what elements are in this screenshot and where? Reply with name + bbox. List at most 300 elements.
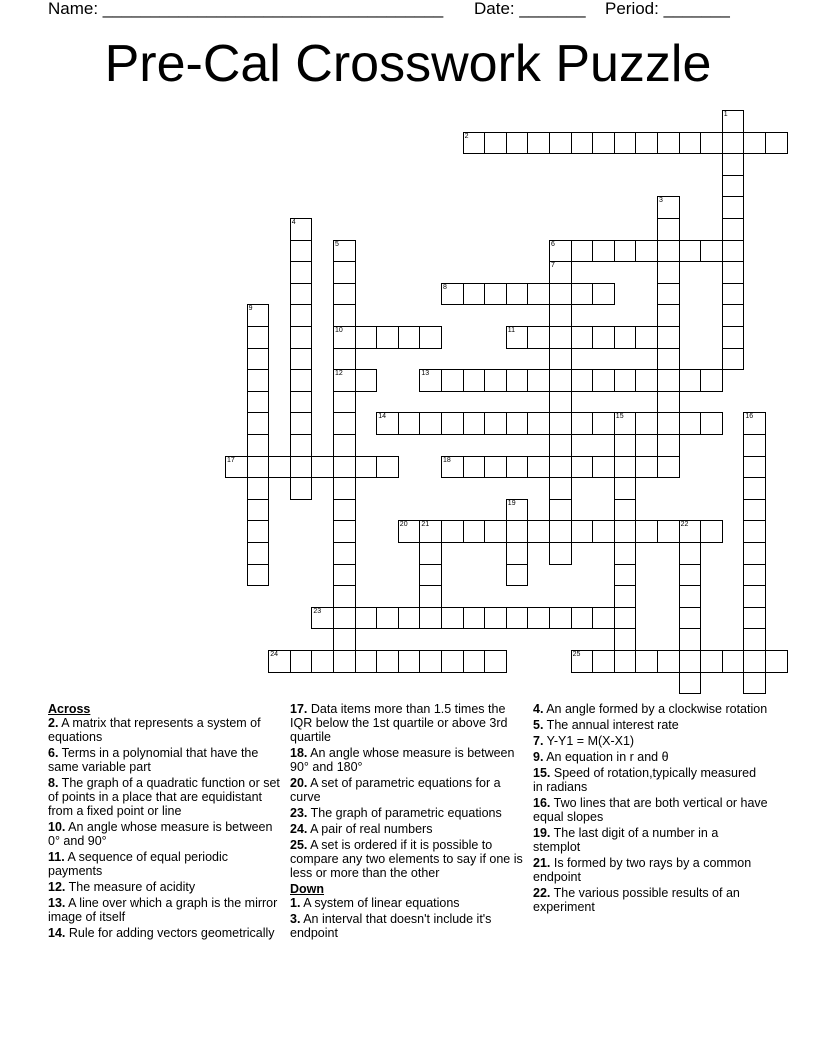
crossword-cell[interactable] bbox=[549, 283, 572, 306]
crossword-cell[interactable] bbox=[549, 542, 572, 565]
crossword-cell[interactable] bbox=[722, 650, 745, 673]
crossword-cell[interactable] bbox=[549, 499, 572, 522]
crossword-cell[interactable] bbox=[376, 456, 399, 479]
crossword-cell[interactable] bbox=[700, 520, 723, 543]
clue-text: An angle formed by a clockwise rotation bbox=[543, 702, 768, 716]
crossword-cell[interactable] bbox=[549, 348, 572, 371]
crossword-cell[interactable] bbox=[376, 650, 399, 673]
crossword-cell[interactable] bbox=[333, 520, 356, 543]
crossword-cell[interactable] bbox=[419, 520, 442, 543]
crossword-cell[interactable] bbox=[743, 650, 766, 673]
clue-number-label: 9. bbox=[533, 750, 544, 764]
crossword-cell[interactable] bbox=[743, 132, 766, 155]
clue-text: A set is ordered if it is possible to compare any two elements to say if one is less or more than the other bbox=[290, 838, 523, 880]
crossword-cell[interactable] bbox=[333, 326, 356, 349]
crossword-cell[interactable] bbox=[614, 477, 637, 500]
crossword-cell[interactable] bbox=[614, 520, 637, 543]
crossword-cell[interactable] bbox=[333, 477, 356, 500]
crossword-cell[interactable] bbox=[463, 283, 486, 306]
crossword-cell[interactable] bbox=[592, 412, 615, 435]
crossword-cell[interactable] bbox=[333, 304, 356, 327]
crossword-cell[interactable] bbox=[441, 650, 464, 673]
date-field-label: Date: _______ bbox=[474, 0, 586, 18]
crossword-cell[interactable] bbox=[743, 542, 766, 565]
clue-number: 17 bbox=[227, 456, 235, 464]
crossword-cell[interactable] bbox=[463, 650, 486, 673]
crossword-cell[interactable] bbox=[679, 412, 702, 435]
crossword-cell[interactable] bbox=[484, 607, 507, 630]
clue-number-label: 19. bbox=[533, 826, 551, 840]
crossword-cell[interactable] bbox=[743, 412, 766, 435]
crossword-cell[interactable] bbox=[463, 607, 486, 630]
crossword-cell[interactable] bbox=[549, 477, 572, 500]
crossword-cell[interactable] bbox=[592, 240, 615, 263]
crossword-cell[interactable] bbox=[333, 391, 356, 414]
clue-number-label: 12. bbox=[48, 880, 66, 894]
clue-text: An interval that doesn't include it's endpoint bbox=[290, 912, 492, 940]
crossword-cell[interactable] bbox=[506, 132, 529, 155]
clue-number: 9 bbox=[248, 305, 253, 313]
crossword-cell[interactable] bbox=[722, 132, 745, 155]
crossword-cell[interactable] bbox=[614, 650, 637, 673]
crossword-cell[interactable] bbox=[571, 607, 594, 630]
crossword-cell[interactable] bbox=[398, 412, 421, 435]
crossword-cell[interactable] bbox=[268, 650, 291, 673]
crossword-cell[interactable] bbox=[743, 456, 766, 479]
crossword-cell[interactable] bbox=[549, 520, 572, 543]
clue-number: 6 bbox=[551, 240, 555, 248]
crossword-cell[interactable] bbox=[743, 564, 766, 587]
crossword-cell[interactable] bbox=[722, 196, 745, 219]
crossword-cell[interactable] bbox=[376, 412, 399, 435]
crossword-cell[interactable] bbox=[333, 628, 356, 651]
crossword-cell[interactable] bbox=[571, 240, 594, 263]
clue-number: 25 bbox=[572, 651, 581, 658]
clue-number-label: 6. bbox=[48, 746, 59, 760]
crossword-cell[interactable] bbox=[290, 412, 313, 435]
crossword-cell[interactable] bbox=[571, 132, 594, 155]
crossword-cell[interactable] bbox=[614, 542, 637, 565]
crossword-cell[interactable] bbox=[722, 261, 745, 284]
clue bbox=[290, 702, 526, 744]
crossword-cell[interactable] bbox=[635, 132, 658, 155]
crossword-cell[interactable] bbox=[722, 283, 745, 306]
crossword-cell[interactable] bbox=[441, 283, 464, 306]
crossword-cell[interactable] bbox=[506, 283, 529, 306]
clues-column-3 bbox=[533, 702, 769, 916]
crossword-cell[interactable] bbox=[333, 542, 356, 565]
crossword-cell[interactable] bbox=[333, 499, 356, 522]
crossword-cell[interactable] bbox=[506, 520, 529, 543]
crossword-cell[interactable] bbox=[463, 412, 486, 435]
crossword-cell[interactable] bbox=[571, 326, 594, 349]
crossword-cell[interactable] bbox=[549, 132, 572, 155]
crossword-cell[interactable] bbox=[419, 607, 442, 630]
crossword-cell[interactable] bbox=[506, 456, 529, 479]
crossword-cell[interactable] bbox=[679, 564, 702, 587]
crossword-cell[interactable] bbox=[463, 456, 486, 479]
crossword-cell[interactable] bbox=[722, 348, 745, 371]
crossword-cell[interactable] bbox=[419, 542, 442, 565]
crossword-cell[interactable] bbox=[247, 304, 270, 327]
down-clue-list-continued bbox=[533, 702, 769, 914]
crossword-cell[interactable] bbox=[506, 542, 529, 565]
clue-text: Is formed by two rays by a common endpoint bbox=[533, 856, 752, 884]
crossword-cell[interactable] bbox=[679, 607, 702, 630]
clue-text: Speed of rotation,typically measured in radians bbox=[533, 766, 757, 794]
crossword-cell[interactable] bbox=[247, 412, 270, 435]
crossword-cell[interactable] bbox=[527, 326, 550, 349]
crossword-cell[interactable] bbox=[635, 240, 658, 263]
crossword-cell[interactable] bbox=[398, 650, 421, 673]
clue-text: Data items more than 1.5 times the IQR below the 1st quartile or above 3rd quartile bbox=[290, 702, 508, 744]
crossword-cell[interactable] bbox=[700, 412, 723, 435]
crossword-cell[interactable] bbox=[571, 283, 594, 306]
crossword-cell[interactable] bbox=[765, 132, 788, 155]
crossword-cell[interactable] bbox=[419, 650, 442, 673]
crossword-cell[interactable] bbox=[290, 456, 313, 479]
crossword-cell[interactable] bbox=[571, 412, 594, 435]
crossword-cell[interactable] bbox=[700, 132, 723, 155]
crossword-cell[interactable] bbox=[311, 650, 334, 673]
crossword-cell[interactable] bbox=[549, 369, 572, 392]
crossword-cell[interactable] bbox=[657, 412, 680, 435]
crossword-cell[interactable] bbox=[441, 412, 464, 435]
crossword-cell[interactable] bbox=[549, 240, 572, 263]
crossword-cell[interactable] bbox=[679, 369, 702, 392]
clue-number-label: 11. bbox=[48, 850, 65, 864]
crossword-cell[interactable] bbox=[549, 412, 572, 435]
crossword-cell[interactable] bbox=[290, 304, 313, 327]
crossword-cell[interactable] bbox=[290, 348, 313, 371]
crossword-cell[interactable] bbox=[743, 477, 766, 500]
crossword-cell[interactable] bbox=[290, 477, 313, 500]
crossword-cell[interactable] bbox=[549, 261, 572, 284]
crossword-cell[interactable] bbox=[398, 326, 421, 349]
clue-number: 22 bbox=[680, 521, 689, 529]
crossword-cell[interactable] bbox=[527, 369, 550, 392]
crossword-cell[interactable] bbox=[722, 240, 745, 263]
crossword-cell[interactable] bbox=[635, 326, 658, 349]
crossword-cell[interactable] bbox=[549, 456, 572, 479]
crossword-cell[interactable] bbox=[765, 650, 788, 673]
crossword-cell[interactable] bbox=[700, 240, 723, 263]
crossword-cell[interactable] bbox=[484, 520, 507, 543]
crossword-cell[interactable] bbox=[679, 542, 702, 565]
clue bbox=[533, 826, 769, 854]
crossword-cell[interactable] bbox=[722, 110, 745, 133]
clue-number-label: 1. bbox=[290, 896, 301, 910]
clue-number: 3 bbox=[659, 197, 663, 205]
crossword-cell[interactable] bbox=[463, 132, 486, 155]
clue-number: 1 bbox=[723, 111, 728, 118]
crossword-cell[interactable] bbox=[679, 132, 702, 155]
crossword-cell[interactable] bbox=[247, 477, 270, 500]
crossword-cell[interactable] bbox=[355, 326, 378, 349]
crossword-cell[interactable] bbox=[743, 672, 766, 695]
clue-text: Rule for adding vectors geometrically bbox=[65, 926, 275, 940]
crossword-cell[interactable] bbox=[527, 607, 550, 630]
crossword-cell[interactable] bbox=[247, 369, 270, 392]
crossword-cell[interactable] bbox=[635, 520, 658, 543]
crossword-cell[interactable] bbox=[679, 520, 702, 543]
crossword-cell[interactable] bbox=[333, 369, 356, 392]
crossword-cell[interactable] bbox=[592, 607, 615, 630]
crossword-cell[interactable] bbox=[657, 650, 680, 673]
crossword-cell[interactable] bbox=[657, 520, 680, 543]
clue-text: Terms in a polynomial that have the same variable part bbox=[48, 746, 259, 774]
crossword-cell[interactable] bbox=[441, 456, 464, 479]
clue-number-label: 18. bbox=[290, 746, 308, 760]
crossword-cell[interactable] bbox=[592, 520, 615, 543]
crossword-cell[interactable] bbox=[549, 434, 572, 457]
crossword-cell[interactable] bbox=[290, 218, 313, 241]
crossword-cell[interactable] bbox=[290, 391, 313, 414]
crossword-cell[interactable] bbox=[484, 456, 507, 479]
crossword-cell[interactable] bbox=[657, 196, 680, 219]
clue bbox=[48, 896, 284, 924]
crossword-cell[interactable] bbox=[657, 326, 680, 349]
crossword-cell[interactable] bbox=[441, 607, 464, 630]
crossword-cell[interactable] bbox=[679, 650, 702, 673]
crossword-cell[interactable] bbox=[722, 175, 745, 198]
crossword-cell[interactable] bbox=[441, 369, 464, 392]
crossword-cell[interactable] bbox=[657, 348, 680, 371]
crossword-cell[interactable] bbox=[743, 520, 766, 543]
crossword-cell[interactable] bbox=[463, 520, 486, 543]
crossword-cell[interactable] bbox=[225, 456, 248, 479]
crossword-cell[interactable] bbox=[441, 520, 464, 543]
crossword-cell[interactable] bbox=[333, 261, 356, 284]
clue-number: 11 bbox=[507, 327, 516, 334]
clue-number: 16 bbox=[745, 413, 754, 421]
crossword-cell[interactable] bbox=[657, 132, 680, 155]
crossword-cell[interactable] bbox=[679, 672, 702, 695]
crossword-cell[interactable] bbox=[549, 607, 572, 630]
crossword-cell[interactable] bbox=[484, 132, 507, 155]
crossword-cell[interactable] bbox=[743, 607, 766, 630]
crossword-cell[interactable] bbox=[506, 607, 529, 630]
clues-column-1 bbox=[48, 702, 284, 942]
crossword-cell[interactable] bbox=[419, 326, 442, 349]
crossword-cell[interactable] bbox=[506, 326, 529, 349]
crossword-cell[interactable] bbox=[657, 240, 680, 263]
crossword-cell[interactable] bbox=[657, 391, 680, 414]
crossword-cell[interactable] bbox=[290, 261, 313, 284]
crossword-cell[interactable] bbox=[614, 326, 637, 349]
crossword-cell[interactable] bbox=[527, 520, 550, 543]
crossword-cell[interactable] bbox=[527, 132, 550, 155]
crossword-cell[interactable] bbox=[333, 412, 356, 435]
crossword-cell[interactable] bbox=[419, 412, 442, 435]
clue-number-label: 13. bbox=[48, 896, 66, 910]
crossword-cell[interactable] bbox=[484, 283, 507, 306]
crossword-cell[interactable] bbox=[333, 240, 356, 263]
crossword-cell[interactable] bbox=[355, 607, 378, 630]
crossword-cell[interactable] bbox=[355, 650, 378, 673]
crossword-cell[interactable] bbox=[743, 434, 766, 457]
crossword-cell[interactable] bbox=[679, 628, 702, 651]
crossword-cell[interactable] bbox=[333, 283, 356, 306]
crossword-cell[interactable] bbox=[333, 434, 356, 457]
crossword-cell[interactable] bbox=[722, 218, 745, 241]
crossword-cell[interactable] bbox=[679, 585, 702, 608]
crossword-cell[interactable] bbox=[657, 434, 680, 457]
clue bbox=[533, 766, 769, 794]
crossword-cell[interactable] bbox=[614, 585, 637, 608]
clue-text: A set of parametric equations for a curve bbox=[290, 776, 501, 804]
crossword-cell[interactable] bbox=[247, 520, 270, 543]
crossword-cell[interactable] bbox=[333, 456, 356, 479]
crossword-cell[interactable] bbox=[657, 283, 680, 306]
crossword-cell[interactable] bbox=[333, 607, 356, 630]
crossword-cell[interactable] bbox=[333, 348, 356, 371]
crossword-cell[interactable] bbox=[700, 369, 723, 392]
crossword-cell[interactable] bbox=[657, 369, 680, 392]
clue-text: The graph of parametric equations bbox=[307, 806, 502, 820]
crossword-cell[interactable] bbox=[743, 499, 766, 522]
crossword-cell[interactable] bbox=[376, 607, 399, 630]
crossword-cell[interactable] bbox=[333, 650, 356, 673]
crossword-cell[interactable] bbox=[549, 304, 572, 327]
clue-number: 15 bbox=[615, 413, 624, 421]
clue-text: The various possible results of an experiment bbox=[533, 886, 740, 914]
crossword-cell[interactable] bbox=[700, 650, 723, 673]
clue bbox=[533, 718, 769, 732]
crossword-cell[interactable] bbox=[484, 650, 507, 673]
crossword-cell[interactable] bbox=[484, 369, 507, 392]
clue-text: A system of linear equations bbox=[300, 896, 460, 910]
crossword-cell[interactable] bbox=[592, 650, 615, 673]
crossword-cell[interactable] bbox=[571, 520, 594, 543]
clue bbox=[533, 750, 769, 764]
crossword-cell[interactable] bbox=[549, 391, 572, 414]
crossword-cell[interactable] bbox=[614, 499, 637, 522]
clue-number: 12 bbox=[335, 370, 343, 378]
clue-number-label: 23. bbox=[290, 806, 308, 820]
crossword-cell[interactable] bbox=[506, 499, 529, 522]
clue-number: 2 bbox=[464, 132, 469, 140]
crossword-cell[interactable] bbox=[592, 283, 615, 306]
crossword-cell[interactable] bbox=[311, 607, 334, 630]
crossword-cell[interactable] bbox=[614, 628, 637, 651]
crossword-cell[interactable] bbox=[247, 348, 270, 371]
crossword-cell[interactable] bbox=[614, 412, 637, 435]
crossword-cell[interactable] bbox=[657, 304, 680, 327]
crossword-cell[interactable] bbox=[571, 369, 594, 392]
clue-number-label: 10. bbox=[48, 820, 66, 834]
crossword-cell[interactable] bbox=[247, 326, 270, 349]
crossword-cell[interactable] bbox=[290, 240, 313, 263]
crossword-cell[interactable] bbox=[743, 585, 766, 608]
crossword-cell[interactable] bbox=[527, 456, 550, 479]
crossword-cell[interactable] bbox=[614, 369, 637, 392]
crossword-cell[interactable] bbox=[311, 456, 334, 479]
clue bbox=[48, 746, 284, 774]
crossword-cell[interactable] bbox=[657, 218, 680, 241]
crossword-cell[interactable] bbox=[463, 369, 486, 392]
crossword-cell[interactable] bbox=[247, 564, 270, 587]
crossword-cell[interactable] bbox=[290, 326, 313, 349]
crossword-cell[interactable] bbox=[614, 564, 637, 587]
crossword-cell[interactable] bbox=[355, 369, 378, 392]
crossword-cell[interactable] bbox=[355, 456, 378, 479]
crossword-cell[interactable] bbox=[333, 585, 356, 608]
crossword-cell[interactable] bbox=[635, 412, 658, 435]
crossword-cell[interactable] bbox=[571, 456, 594, 479]
crossword-cell[interactable] bbox=[592, 132, 615, 155]
crossword-cell[interactable] bbox=[722, 304, 745, 327]
crossword-cell[interactable] bbox=[247, 542, 270, 565]
crossword-cell[interactable] bbox=[506, 564, 529, 587]
crossword-cell[interactable] bbox=[247, 434, 270, 457]
crossword-cell[interactable] bbox=[247, 456, 270, 479]
clue bbox=[533, 702, 769, 716]
clue-text: An angle whose measure is between 0° and 90° bbox=[48, 820, 273, 848]
clue-number: 8 bbox=[443, 283, 447, 291]
crossword-cell[interactable] bbox=[743, 628, 766, 651]
crossword-cell[interactable] bbox=[657, 261, 680, 284]
crossword-cell[interactable] bbox=[614, 132, 637, 155]
crossword-cell[interactable] bbox=[333, 564, 356, 587]
across-clue-list-continued bbox=[290, 702, 526, 880]
crossword-cell[interactable] bbox=[506, 412, 529, 435]
crossword-cell[interactable] bbox=[614, 240, 637, 263]
crossword-cell[interactable] bbox=[592, 456, 615, 479]
crossword-cell[interactable] bbox=[268, 456, 291, 479]
clue bbox=[290, 912, 526, 940]
crossword-cell[interactable] bbox=[290, 369, 313, 392]
crossword-cell[interactable] bbox=[398, 520, 421, 543]
clue-number: 14 bbox=[378, 413, 386, 421]
crossword-cell[interactable] bbox=[527, 283, 550, 306]
crossword-cell[interactable] bbox=[635, 369, 658, 392]
crossword-cell[interactable] bbox=[614, 434, 637, 457]
crossword-cell[interactable] bbox=[614, 456, 637, 479]
clue bbox=[290, 746, 526, 774]
crossword-cell[interactable] bbox=[614, 607, 637, 630]
crossword-cell[interactable] bbox=[592, 326, 615, 349]
crossword-cell[interactable] bbox=[419, 369, 442, 392]
crossword-cell[interactable] bbox=[549, 326, 572, 349]
crossword-cell[interactable] bbox=[527, 412, 550, 435]
crossword-cell[interactable] bbox=[722, 326, 745, 349]
crossword-cell[interactable] bbox=[635, 456, 658, 479]
crossword-cell[interactable] bbox=[290, 434, 313, 457]
crossword-cell[interactable] bbox=[419, 585, 442, 608]
name-field-label: Name: ____________________________________ bbox=[48, 0, 444, 18]
crossword-cell[interactable] bbox=[247, 391, 270, 414]
crossword-cell[interactable] bbox=[484, 412, 507, 435]
crossword-cell[interactable] bbox=[571, 650, 594, 673]
crossword-cell[interactable] bbox=[398, 607, 421, 630]
crossword-cell[interactable] bbox=[376, 326, 399, 349]
clue-text: A sequence of equal periodic payments bbox=[48, 850, 229, 878]
crossword-cell[interactable] bbox=[506, 369, 529, 392]
crossword-cell[interactable] bbox=[657, 456, 680, 479]
clue-number: 4 bbox=[291, 219, 296, 226]
crossword-cell[interactable] bbox=[722, 153, 745, 176]
clues-column-2 bbox=[290, 702, 526, 942]
crossword-cell[interactable] bbox=[419, 564, 442, 587]
crossword-cell[interactable] bbox=[592, 369, 615, 392]
crossword-cell[interactable] bbox=[290, 283, 313, 306]
crossword-cell[interactable] bbox=[679, 240, 702, 263]
crossword-cell[interactable] bbox=[635, 650, 658, 673]
crossword-cell[interactable] bbox=[247, 499, 270, 522]
crossword-cell[interactable] bbox=[290, 650, 313, 673]
clue bbox=[48, 850, 284, 878]
